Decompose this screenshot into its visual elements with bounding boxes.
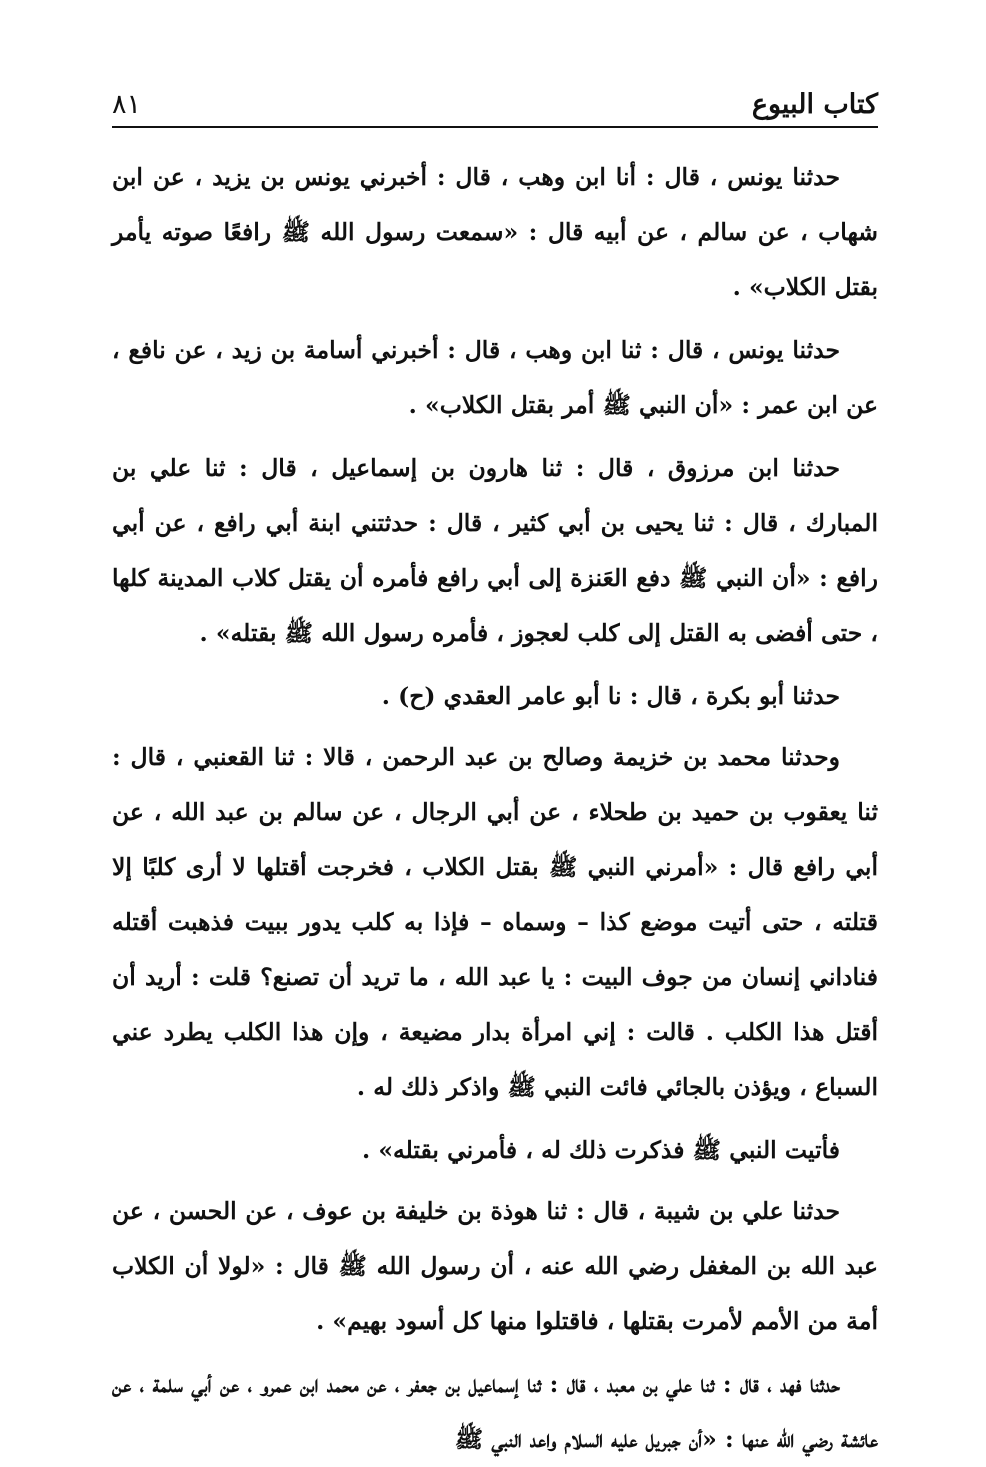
running-title: كتاب البيوع [751, 89, 878, 120]
paragraph-4: حدثنا أبو بكرة ، قال : نا أبو عامر العقدي (ح) . [381, 682, 840, 710]
page-number: ٨١ [112, 89, 142, 120]
paragraph-2: حدثنا يونس ، قال : ثنا ابن وهب ، قال : أخبرني أسامة بن زيد ، عن نافع ، عن ابن عمر : «أن النبي ﷺ أمر بقتل الكلاب» . [112, 336, 878, 419]
paragraph-6: فأتيت النبي ﷺ فذكرت ذلك له ، فأمرني بقتله» . [361, 1136, 840, 1164]
paragraph-5: وحدثنا محمد بن خزيمة وصالح بن عبد الرحمن ، قالا : ثنا القعنبي ، قال : ثنا يعقوب بن حميد بن طحلاء ، عن أبي الرجال ، عن سالم بن عبد الله ، عن أبي رافع قال : «أمرني النبي ﷺ بقتل الكلاب ، فخرجت أقتلها لا أرى كلبًا إلا قتلته ، حتى أتيت موضع كذا – وسماه – فإذا به كلب يدور ببيت فذهبت أقتله فناداني إنسان من جوف البيت : يا عبد الله ، ما تريد أن تصنع؟ قلت : أريد أن أقتل هذا الكلب . قالت : إني امرأة بدار مضيعة ، وإن هذا الكلب يطرد عني السباع ، ويؤذن بالجائي فائت النبي ﷺ واذكر ذلك له . [112, 743, 878, 1101]
paragraph-3: حدثنا ابن مرزوق ، قال : ثنا هارون بن إسماعيل ، قال : ثنا علي بن المبارك ، قال : ثنا يحيى بن أبي كثير ، قال : حدثتني ابنة أبي رافع ، عن أبي رافع : «أن النبي ﷺ دفع العَنزة إلى أبي رافع فأمره أن يقتل كلاب المدينة كلها ، حتى أفضى به القتل إلى كلب لعجوز ، فأمره رسول الله ﷺ بقتله» . [112, 454, 878, 647]
page-header [112, 78, 878, 128]
paragraph-7: حدثنا علي بن شيبة ، قال : ثنا هوذة بن خليفة بن عوف ، عن الحسن ، عن عبد الله بن المغفل رضي الله عنه ، أن رسول الله ﷺ قال : «لولا أن الكلاب أمة من الأمم لأمرت بقتلها ، فاقتلوا منها كل أسود بهيم» . [112, 1197, 878, 1335]
paragraph-8: حدثنا فهد ، قال : ثنا علي بن معبد ، قال : ثنا إسماعيل بن جعفر ، عن محمد ابن عمرو ، عن أبي سلمة ، عن عائشة رضي الله عنها : «أن جبريل عليه السلام واعد النبي ﷺ [112, 1370, 878, 1453]
page-body [112, 150, 878, 1453]
paragraph-1: حدثنا يونس ، قال : أنا ابن وهب ، قال : أخبرني يونس بن يزيد ، عن ابن شهاب ، عن سالم ، عن أبيه قال : «سمعت رسول الله ﷺ رافعًا صوته يأمر بقتل الكلاب» . [112, 163, 878, 301]
